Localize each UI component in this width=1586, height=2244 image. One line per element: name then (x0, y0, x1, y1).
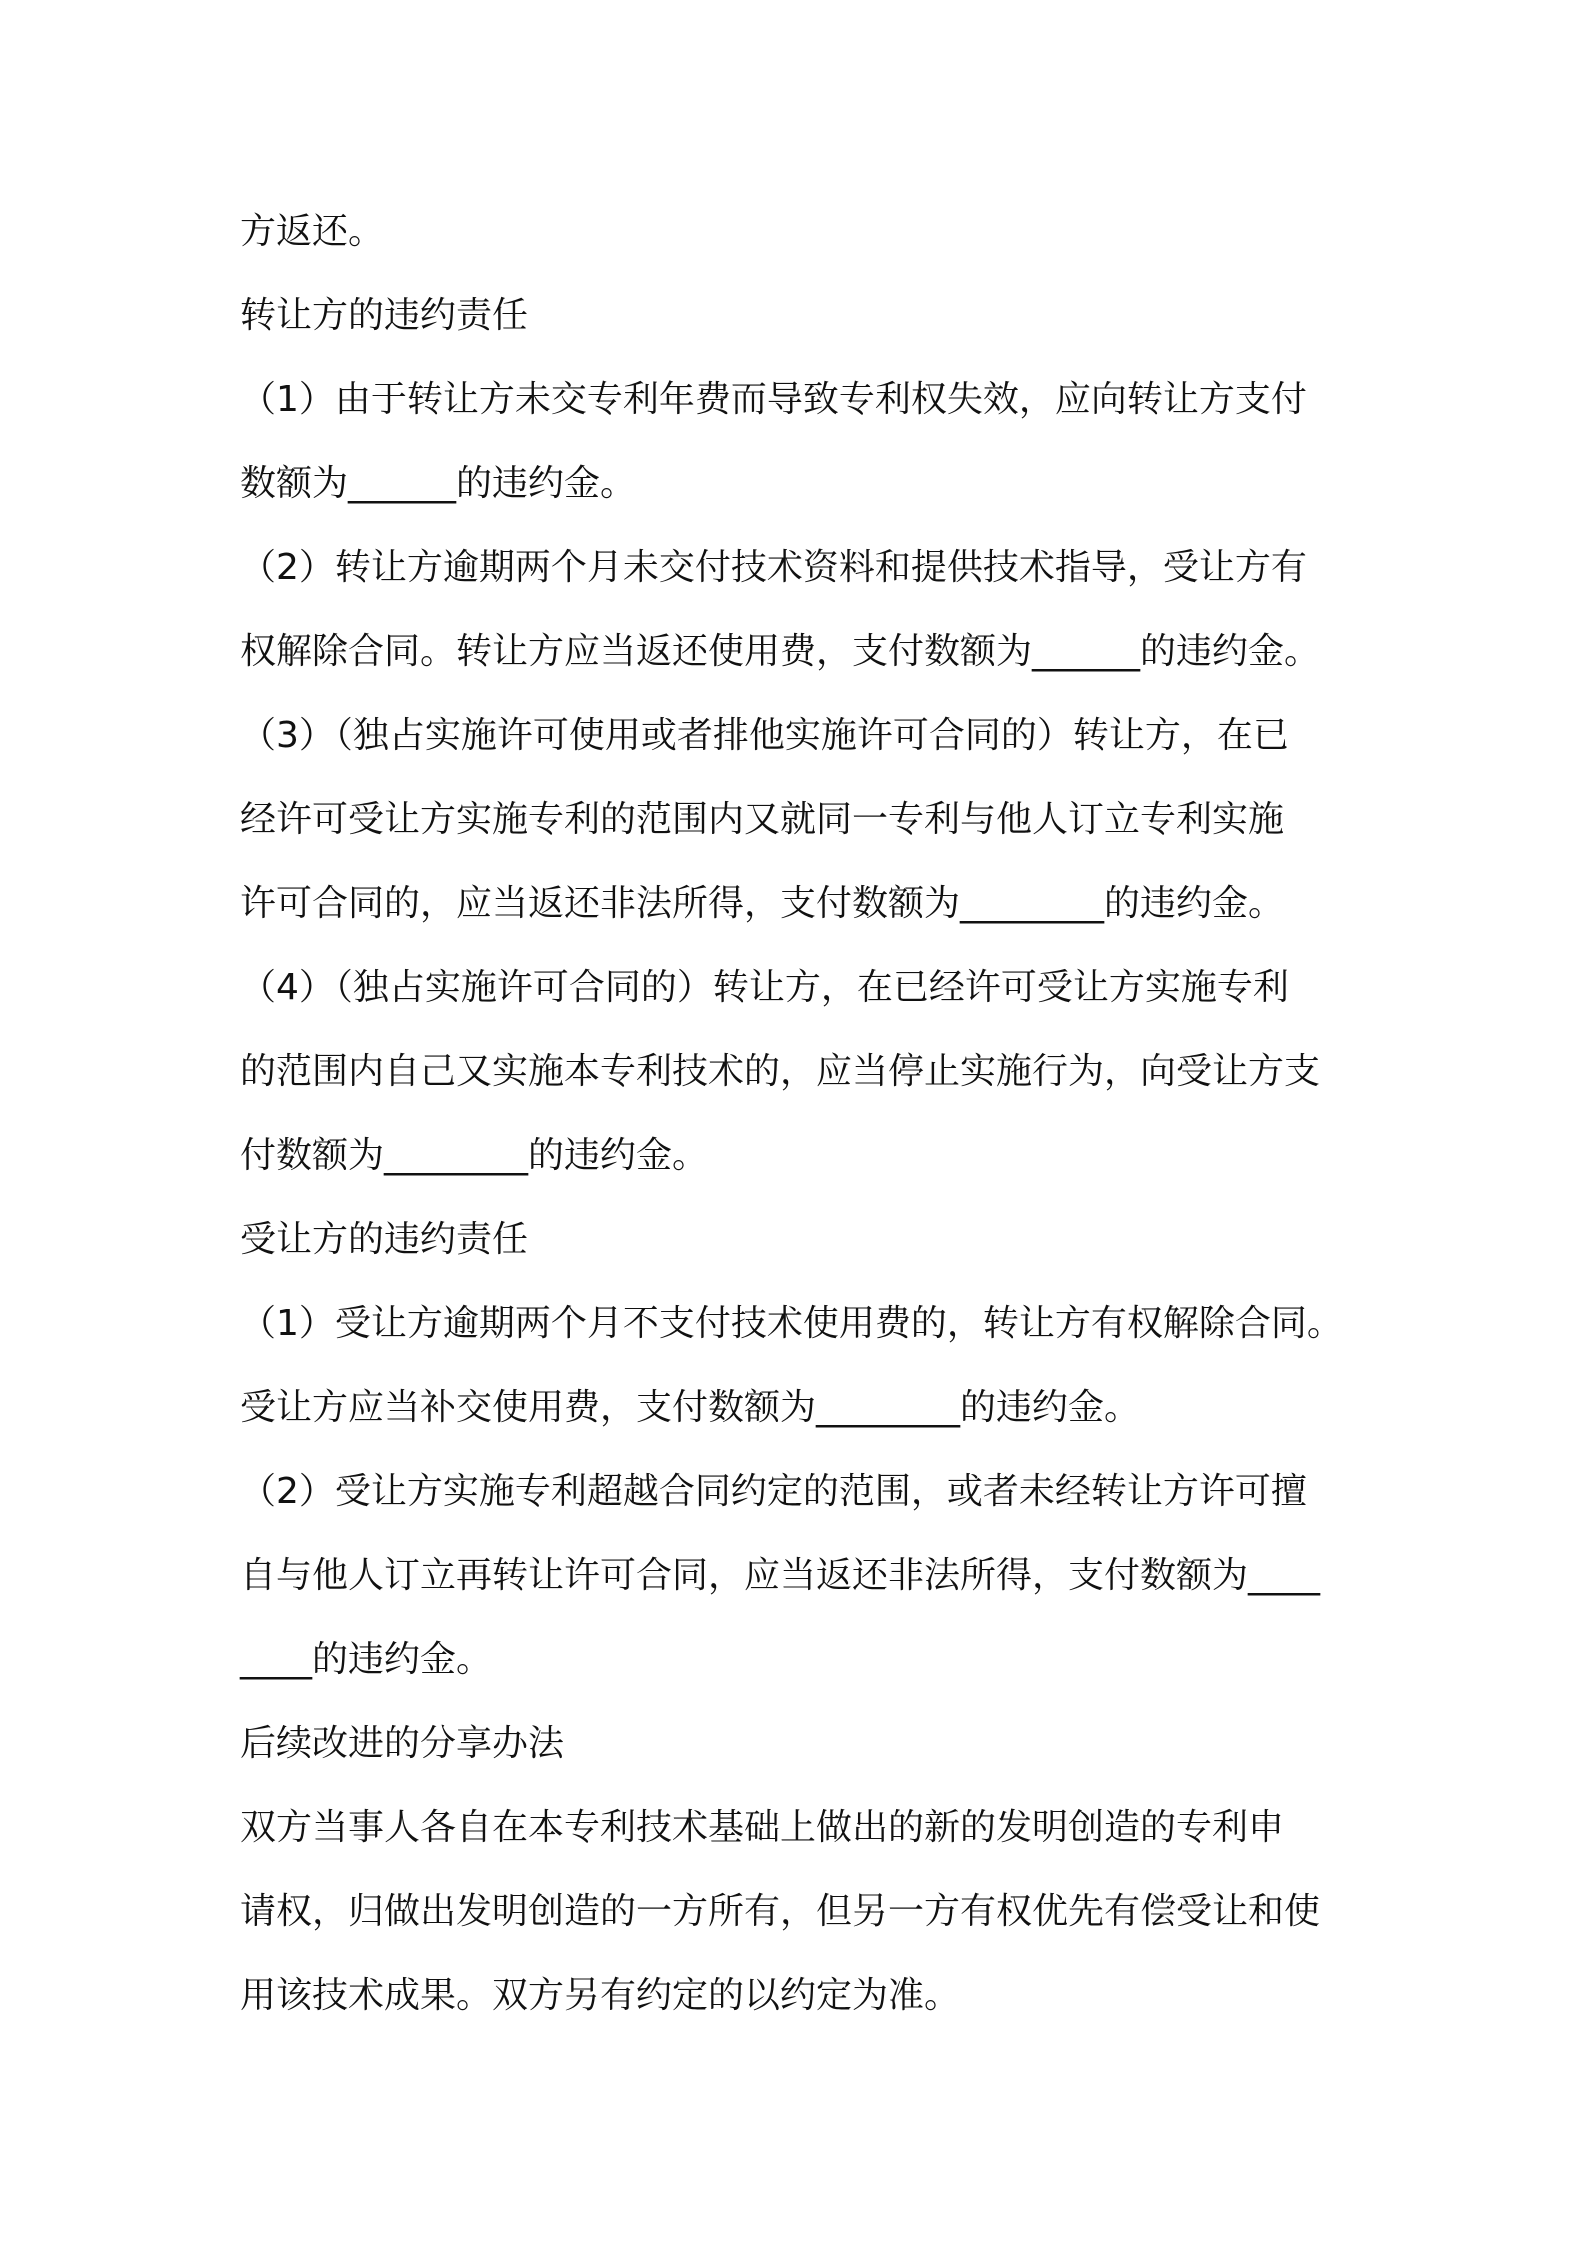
text-line: 自与他人订立再转让许可合同，应当返还非法所得，支付数额为____ (240, 1555, 1321, 1596)
text-line: 付数额为________的违约金。 (240, 1135, 709, 1176)
text-line: ____的违约金。 (240, 1639, 493, 1680)
text-line: （3）（独占实施许可使用或者排他实施许可合同的）转让方，在已 (240, 715, 1289, 756)
text-line: 用该技术成果。双方另有约定的以约定为准。 (240, 1975, 961, 2016)
text-line: （2）转让方逾期两个月未交付技术资料和提供技术指导，受让方有 (240, 547, 1307, 588)
text-line: （2）受让方实施专利超越合同约定的范围，或者未经转让方许可擅 (240, 1471, 1307, 1512)
section-heading: 转让方的违约责任 (240, 295, 529, 336)
text-line: （1）受让方逾期两个月不支付技术使用费的，转让方有权解除合同。 (240, 1303, 1343, 1344)
text-line: （4）（独占实施许可合同的）转让方，在已经许可受让方实施专利 (240, 967, 1289, 1008)
text-line: 数额为______的违约金。 (240, 463, 637, 504)
section-heading: 受让方的违约责任 (240, 1219, 529, 1260)
text-line: 受让方应当补交使用费，支付数额为________的违约金。 (240, 1387, 1141, 1428)
text-line: 双方当事人各自在本专利技术基础上做出的新的发明创造的专利申 (240, 1807, 1285, 1848)
text-line: 经许可受让方实施专利的范围内又就同一专利与他人订立专利实施 (240, 799, 1285, 840)
text-line: 权解除合同。转让方应当返还使用费，支付数额为______的违约金。 (240, 631, 1321, 672)
text-line: （1）由于转让方未交专利年费而导致专利权失效，应向转让方支付 (240, 379, 1307, 420)
text-line: 方返还。 (240, 211, 385, 252)
text-line: 请权，归做出发明创造的一方所有，但另一方有权优先有偿受让和使 (240, 1891, 1321, 1932)
section-heading: 后续改进的分享办法 (240, 1723, 565, 1764)
text-line: 许可合同的，应当返还非法所得，支付数额为________的违约金。 (240, 883, 1285, 924)
text-line: 的范围内自己又实施本专利技术的，应当停止实施行为，向受让方支 (240, 1051, 1321, 1092)
